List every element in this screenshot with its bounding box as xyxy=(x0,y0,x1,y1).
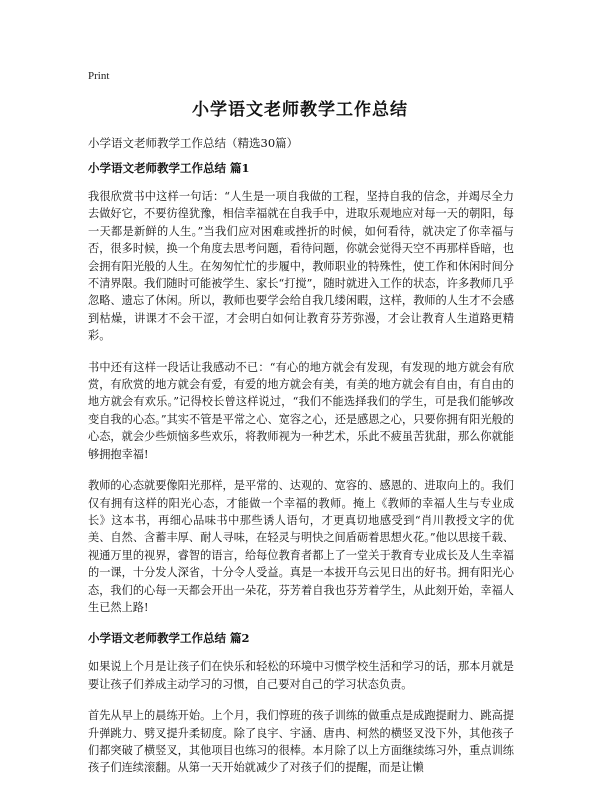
section-heading: 小学语文老师教学工作总结 篇1 xyxy=(88,161,250,175)
section-2 xyxy=(88,630,514,776)
section-1 xyxy=(88,160,514,616)
page-subtitle: 小学语文老师教学工作总结（精选30篇） xyxy=(88,136,299,150)
section-heading: 小学语文老师教学工作总结 篇2 xyxy=(88,631,250,646)
paragraph: 如果说上个月是让孩子们在快乐和轻松的环境中习惯学校生活和学习的话，那本月就是要让孩子们养成主动学习的习惯，自己要对自己的学习状态负责。 xyxy=(88,660,514,691)
print-label[interactable]: Print xyxy=(88,70,110,82)
document-body xyxy=(88,160,514,791)
paragraph: 教师的心态就要像阳光那样，是平常的、达观的、宽容的、感恩的、进取向上的。我们仅有拥有这样的阳光心态，才能做一个幸福的教师。掩上《教师的幸福人生与专业成长》这本书，再细心品味书中那些诱人语句，才更真切地感受到“肖川教授文字的优美、自然、含蓄丰厚、耐人寻味，在轻灵与明快之间盾砺着思想火花。”他以思接千载、视通万里的视界，睿智的语言，给每位教育者都上了一堂关于教育专业成长及人生幸福的一课，十分发人深省，十分令人受益。真是一本拔开乌云见日出的好书。拥有阳光心态，我们的心每一天都会开出一朵花，芬芳着自我也芬芳着学生，从此刻开始，幸福人生已然上路! xyxy=(88,479,514,614)
paragraph: 我很欣赏书中这样一句话：“人生是一项自我做的工程，坚持自我的信念，并竭尽全力去做好它，不要彷徨犹豫，相信幸福就在自我手中，进取乐观地应对每一天的朝阳，每一天都是新鲜的人生。”当我们应对困难或挫折的时候，如何看待，就决定了你幸福与否，很多时候，换一个角度去思考问题，看待问题，你就会觉得天空不再那样昏暗，也会拥有阳光般的人生。在匆匆忙忙的步履中，教师职业的特殊性，使工作和休闲时间分不清界限。我们随时可能被学生、家长“打搅”，随时就进入工作的状态，许多教师几乎忽略、遗忘了休闲。所以，教师也要学会给自我几缕闲暇，这样，教师的人生才不会感到枯燥，讲课才不会干涩，才会明白如何让教育芬芳弥漫，才会让教育人生道路更精彩。 xyxy=(88,190,514,343)
paragraph: 首先从早上的晨练开始。上个月，我们惇班的孩子训练的做重点是成跑提耐力、跳高提升弹跳力、劈叉提升柔韧度。除了良宇、宇涵、唐冉、柯然的横竖叉没下外，其他孩子们都突破了横竖叉，其他项目也练习的很棒。本月除了以上方面继续练习外，重点训练孩子们连续滚翻。从第一天开始就减少了对孩子们的提醒，而是让懒 xyxy=(88,709,514,775)
page-title: 小学语文老师教学工作总结 xyxy=(192,100,408,120)
paragraph: 书中还有这样一段话让我感动不已：“有心的地方就会有发现，有发现的地方就会有欣赏，有欣赏的地方就会有爱，有爱的地方就会有美，有美的地方就会有自由，有自由的地方就会有欢乐。”记得校长曾这样说过，“我们不能选择我们的学生，可是我们能够改变自我的心态。”其实不管是平常之心、宽容之心，还是感恩之心，只要你拥有阳光般的心态，就会少些烦恼多些欢乐，将教师视为一种艺术，乐此不疲虽苦犹甜，那么你就能够拥抱幸福! xyxy=(88,360,514,461)
